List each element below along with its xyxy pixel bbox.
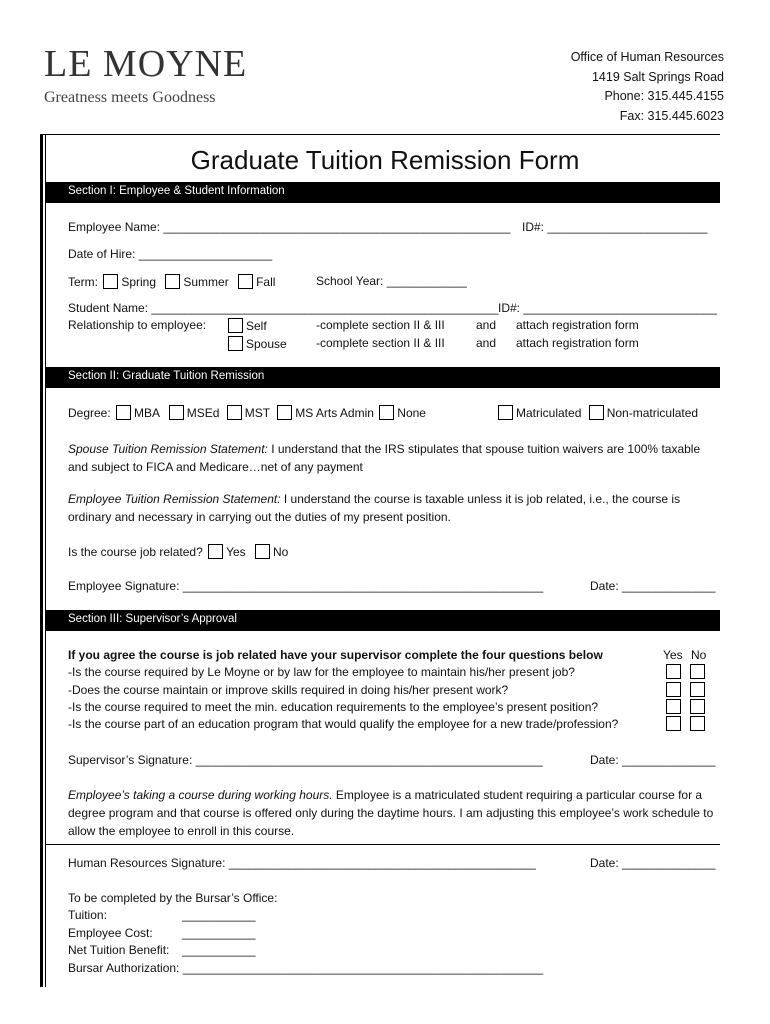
mba-label: MBA	[134, 406, 160, 420]
supervisor-signature-date[interactable]: Date: ______________	[590, 753, 716, 767]
none-label: None	[397, 406, 426, 420]
section-divider	[46, 844, 720, 845]
date-of-hire-field[interactable]: Date of Hire: ____________________	[68, 247, 273, 261]
hr-signature-date[interactable]: Date: ______________	[590, 856, 716, 870]
working-hours-body: Employee is a matriculated student requiring a particular course for a degree program and that course is offered only during the daytime hours. I am adjusting this employee’s work schedule to allow the employee to enroll in this course.	[68, 788, 714, 838]
job-related-yes-label: Yes	[226, 545, 246, 559]
employee-cost-field[interactable]: ___________	[182, 926, 256, 940]
school-year-field[interactable]: School Year: ____________	[316, 274, 467, 288]
spouse-and: and	[476, 336, 497, 350]
fall-checkbox[interactable]	[238, 274, 253, 289]
job-related-no-label: No	[273, 545, 289, 559]
yes-column-label: Yes	[663, 648, 683, 662]
spouse-label: Spouse	[246, 337, 287, 351]
frame-top-rule	[40, 134, 720, 135]
matriculated-checkbox[interactable]	[498, 405, 513, 420]
spring-checkbox[interactable]	[103, 274, 118, 289]
employee-statement	[68, 490, 718, 526]
employee-cost-label: Employee Cost:	[68, 926, 153, 940]
tuition-field[interactable]: ___________	[182, 908, 256, 922]
q2-no-checkbox[interactable]	[690, 682, 705, 697]
spouse-statement-body: I understand that the IRS stipulates that spouse tuition waivers are 100% taxable and subject to FICA and Medicare…net of any payment	[68, 442, 701, 474]
question-1: -Is the course required by Le Moyne or by law for the employee to maintain his/her present job?	[68, 665, 575, 679]
bursar-title: To be completed by the Bursar’s Office:	[68, 891, 278, 905]
spouse-note: -complete section II & III	[316, 336, 445, 350]
self-checkbox[interactable]	[228, 318, 243, 333]
spouse-option	[226, 336, 287, 351]
self-option	[226, 318, 267, 333]
q3-yes-checkbox[interactable]	[666, 699, 681, 714]
office-address: 1419 Salt Springs Road	[591, 69, 724, 84]
employee-statement-title: Employee Tuition Remission Statement:	[68, 492, 281, 506]
spouse-checkbox[interactable]	[228, 336, 243, 351]
q3-no-checkbox[interactable]	[690, 699, 705, 714]
fall-label: Fall	[256, 275, 276, 289]
term-row	[68, 274, 275, 289]
q1-yes-checkbox[interactable]	[666, 664, 681, 679]
spouse-attach: attach registration form	[516, 336, 639, 350]
self-label: Self	[246, 319, 267, 333]
bursar-authorization-field[interactable]: Bursar Authorization: ______________________________________________________	[68, 961, 544, 975]
working-hours-statement	[68, 786, 718, 840]
matriculated-label: Matriculated	[516, 406, 582, 420]
logo: LE MOYNE	[44, 43, 248, 85]
no-column-label: No	[691, 648, 707, 662]
supervisor-signature-field[interactable]: Supervisor’s Signature: ____________________________________________________	[68, 753, 543, 767]
question-2: -Does the course maintain or improve skills required in doing his/her present work?	[68, 683, 509, 697]
office-name: Office of Human Resources	[570, 50, 724, 64]
section1-header: Section I: Employee & Student Information	[46, 182, 720, 203]
non-matriculated-checkbox[interactable]	[589, 405, 604, 420]
msed-label: MSEd	[186, 406, 220, 420]
net-benefit-label: Net Tuition Benefit:	[68, 943, 170, 957]
summer-checkbox[interactable]	[165, 274, 180, 289]
none-checkbox[interactable]	[379, 405, 394, 420]
ms-arts-checkbox[interactable]	[277, 405, 292, 420]
question-3: -Is the course required to meet the min. education requirements to the employee’s present position?	[68, 700, 599, 714]
student-name-field[interactable]: Student Name: ____________________________________________________	[68, 301, 499, 315]
spring-label: Spring	[121, 275, 157, 289]
job-related-row	[68, 544, 288, 559]
student-id-field[interactable]: ID#: _____________________________	[498, 301, 717, 315]
question-4: -Is the course part of an education program that would qualify the employee for a new trade/profession?	[68, 717, 619, 731]
section2-header: Section II: Graduate Tuition Remission	[46, 367, 720, 388]
degree-label: Degree:	[68, 406, 111, 420]
working-hours-title: Employee’s taking a course during working hours.	[68, 788, 333, 802]
spouse-statement-title: Spouse Tuition Remission Statement:	[68, 442, 268, 456]
ms-arts-label: MS Arts Admin	[295, 406, 374, 420]
supervisor-intro: If you agree the course is job related have your supervisor complete the four questions below	[68, 648, 603, 662]
degree-row	[68, 405, 426, 420]
employee-signature-field[interactable]: Employee Signature: ______________________________________________________	[68, 579, 544, 593]
self-attach: attach registration form	[516, 318, 639, 332]
employee-signature-date[interactable]: Date: ______________	[590, 579, 716, 593]
non-matriculated-label: Non-matriculated	[606, 406, 699, 420]
job-related-question: Is the course job related?	[68, 545, 203, 559]
employee-id-field[interactable]: ID#: ________________________	[522, 220, 708, 234]
section3-header: Section III: Supervisor’s Approval	[46, 610, 720, 631]
term-label: Term:	[68, 275, 98, 289]
office-phone: Phone: 315.445.4155	[604, 89, 724, 103]
employee-statement-body: I understand the course is taxable unless it is job related, i.e., the course is ordinary and necessary in carrying out the duties of my present position.	[68, 492, 681, 524]
net-benefit-field[interactable]: ___________	[182, 943, 256, 957]
office-info	[571, 48, 724, 126]
summer-label: Summer	[183, 275, 229, 289]
msed-checkbox[interactable]	[169, 405, 184, 420]
job-related-no-checkbox[interactable]	[255, 544, 270, 559]
frame-left-rule	[40, 135, 43, 987]
spouse-statement	[68, 440, 718, 476]
q1-no-checkbox[interactable]	[690, 664, 705, 679]
mst-label: MST	[244, 406, 270, 420]
job-related-yes-checkbox[interactable]	[208, 544, 223, 559]
employee-name-field[interactable]: Employee Name: ____________________________________________________	[68, 220, 511, 234]
mst-checkbox[interactable]	[227, 405, 242, 420]
relationship-label: Relationship to employee:	[68, 318, 207, 332]
self-note: -complete section II & III	[316, 318, 445, 332]
matriculation-row	[496, 405, 698, 420]
office-fax: Fax: 315.445.6023	[619, 108, 724, 123]
q2-yes-checkbox[interactable]	[666, 682, 681, 697]
self-and: and	[476, 318, 497, 332]
q4-no-checkbox[interactable]	[690, 716, 705, 731]
mba-checkbox[interactable]	[116, 405, 131, 420]
frame-left-rule-inner	[45, 135, 46, 987]
form-title: Graduate Tuition Remission Form	[190, 145, 580, 175]
hr-signature-field[interactable]: Human Resources Signature: ______________________________________________	[68, 856, 536, 870]
logo-tagline: Greatness meets Goodness	[44, 89, 216, 106]
tuition-label: Tuition:	[68, 908, 107, 922]
q4-yes-checkbox[interactable]	[666, 716, 681, 731]
